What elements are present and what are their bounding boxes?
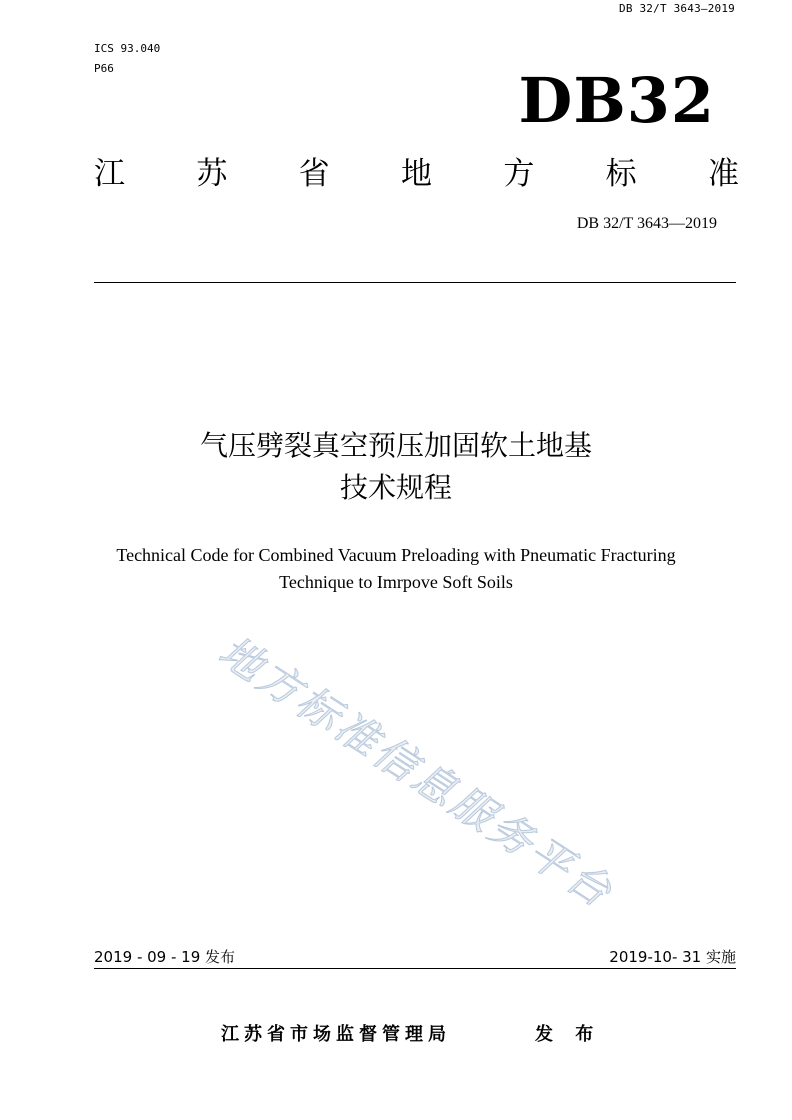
chinese-title-line-2: 技术规程 <box>339 471 452 504</box>
issuing-authority: 江苏省市场监督管理局 <box>221 1024 451 1045</box>
english-title <box>0 542 792 596</box>
classification-code: P66 <box>94 62 114 75</box>
standard-number: DB 32/T 3643—2019 <box>576 215 717 232</box>
english-title-line-2: Technique to Imrpove Soft Soils <box>279 572 513 592</box>
implementation-date: 2019-10- 31 实施 <box>609 948 736 966</box>
chinese-title <box>0 425 792 509</box>
issue-date: 2019 - 09 - 19 发布 <box>94 948 236 966</box>
header-standard-code: DB 32/T 3643—2019 <box>619 2 735 15</box>
organization-title-char: 准 <box>707 156 739 192</box>
ics-code: ICS 93.040 <box>94 42 161 55</box>
organization-title-char: 江 <box>94 156 125 192</box>
watermark: 地方标准信息服务平台 <box>210 626 623 918</box>
top-divider <box>94 282 736 283</box>
organization-title-char: 苏 <box>196 156 228 192</box>
organization-title-char: 标 <box>605 156 637 192</box>
issue-label: 发 布 <box>535 1024 602 1045</box>
chinese-title-line-1: 气压劈裂真空预压加固软土地基 <box>199 429 592 462</box>
english-title-line-1: Technical Code for Combined Vacuum Preloading with Pneumatic Fracturing <box>116 545 676 565</box>
organization-title <box>94 154 739 194</box>
organization-title-char: 方 <box>503 156 535 192</box>
organization-title-char: 地 <box>400 156 432 192</box>
organization-title-char: 省 <box>298 156 330 192</box>
db32-logo: DB32 <box>518 64 715 137</box>
bottom-divider <box>94 968 736 969</box>
